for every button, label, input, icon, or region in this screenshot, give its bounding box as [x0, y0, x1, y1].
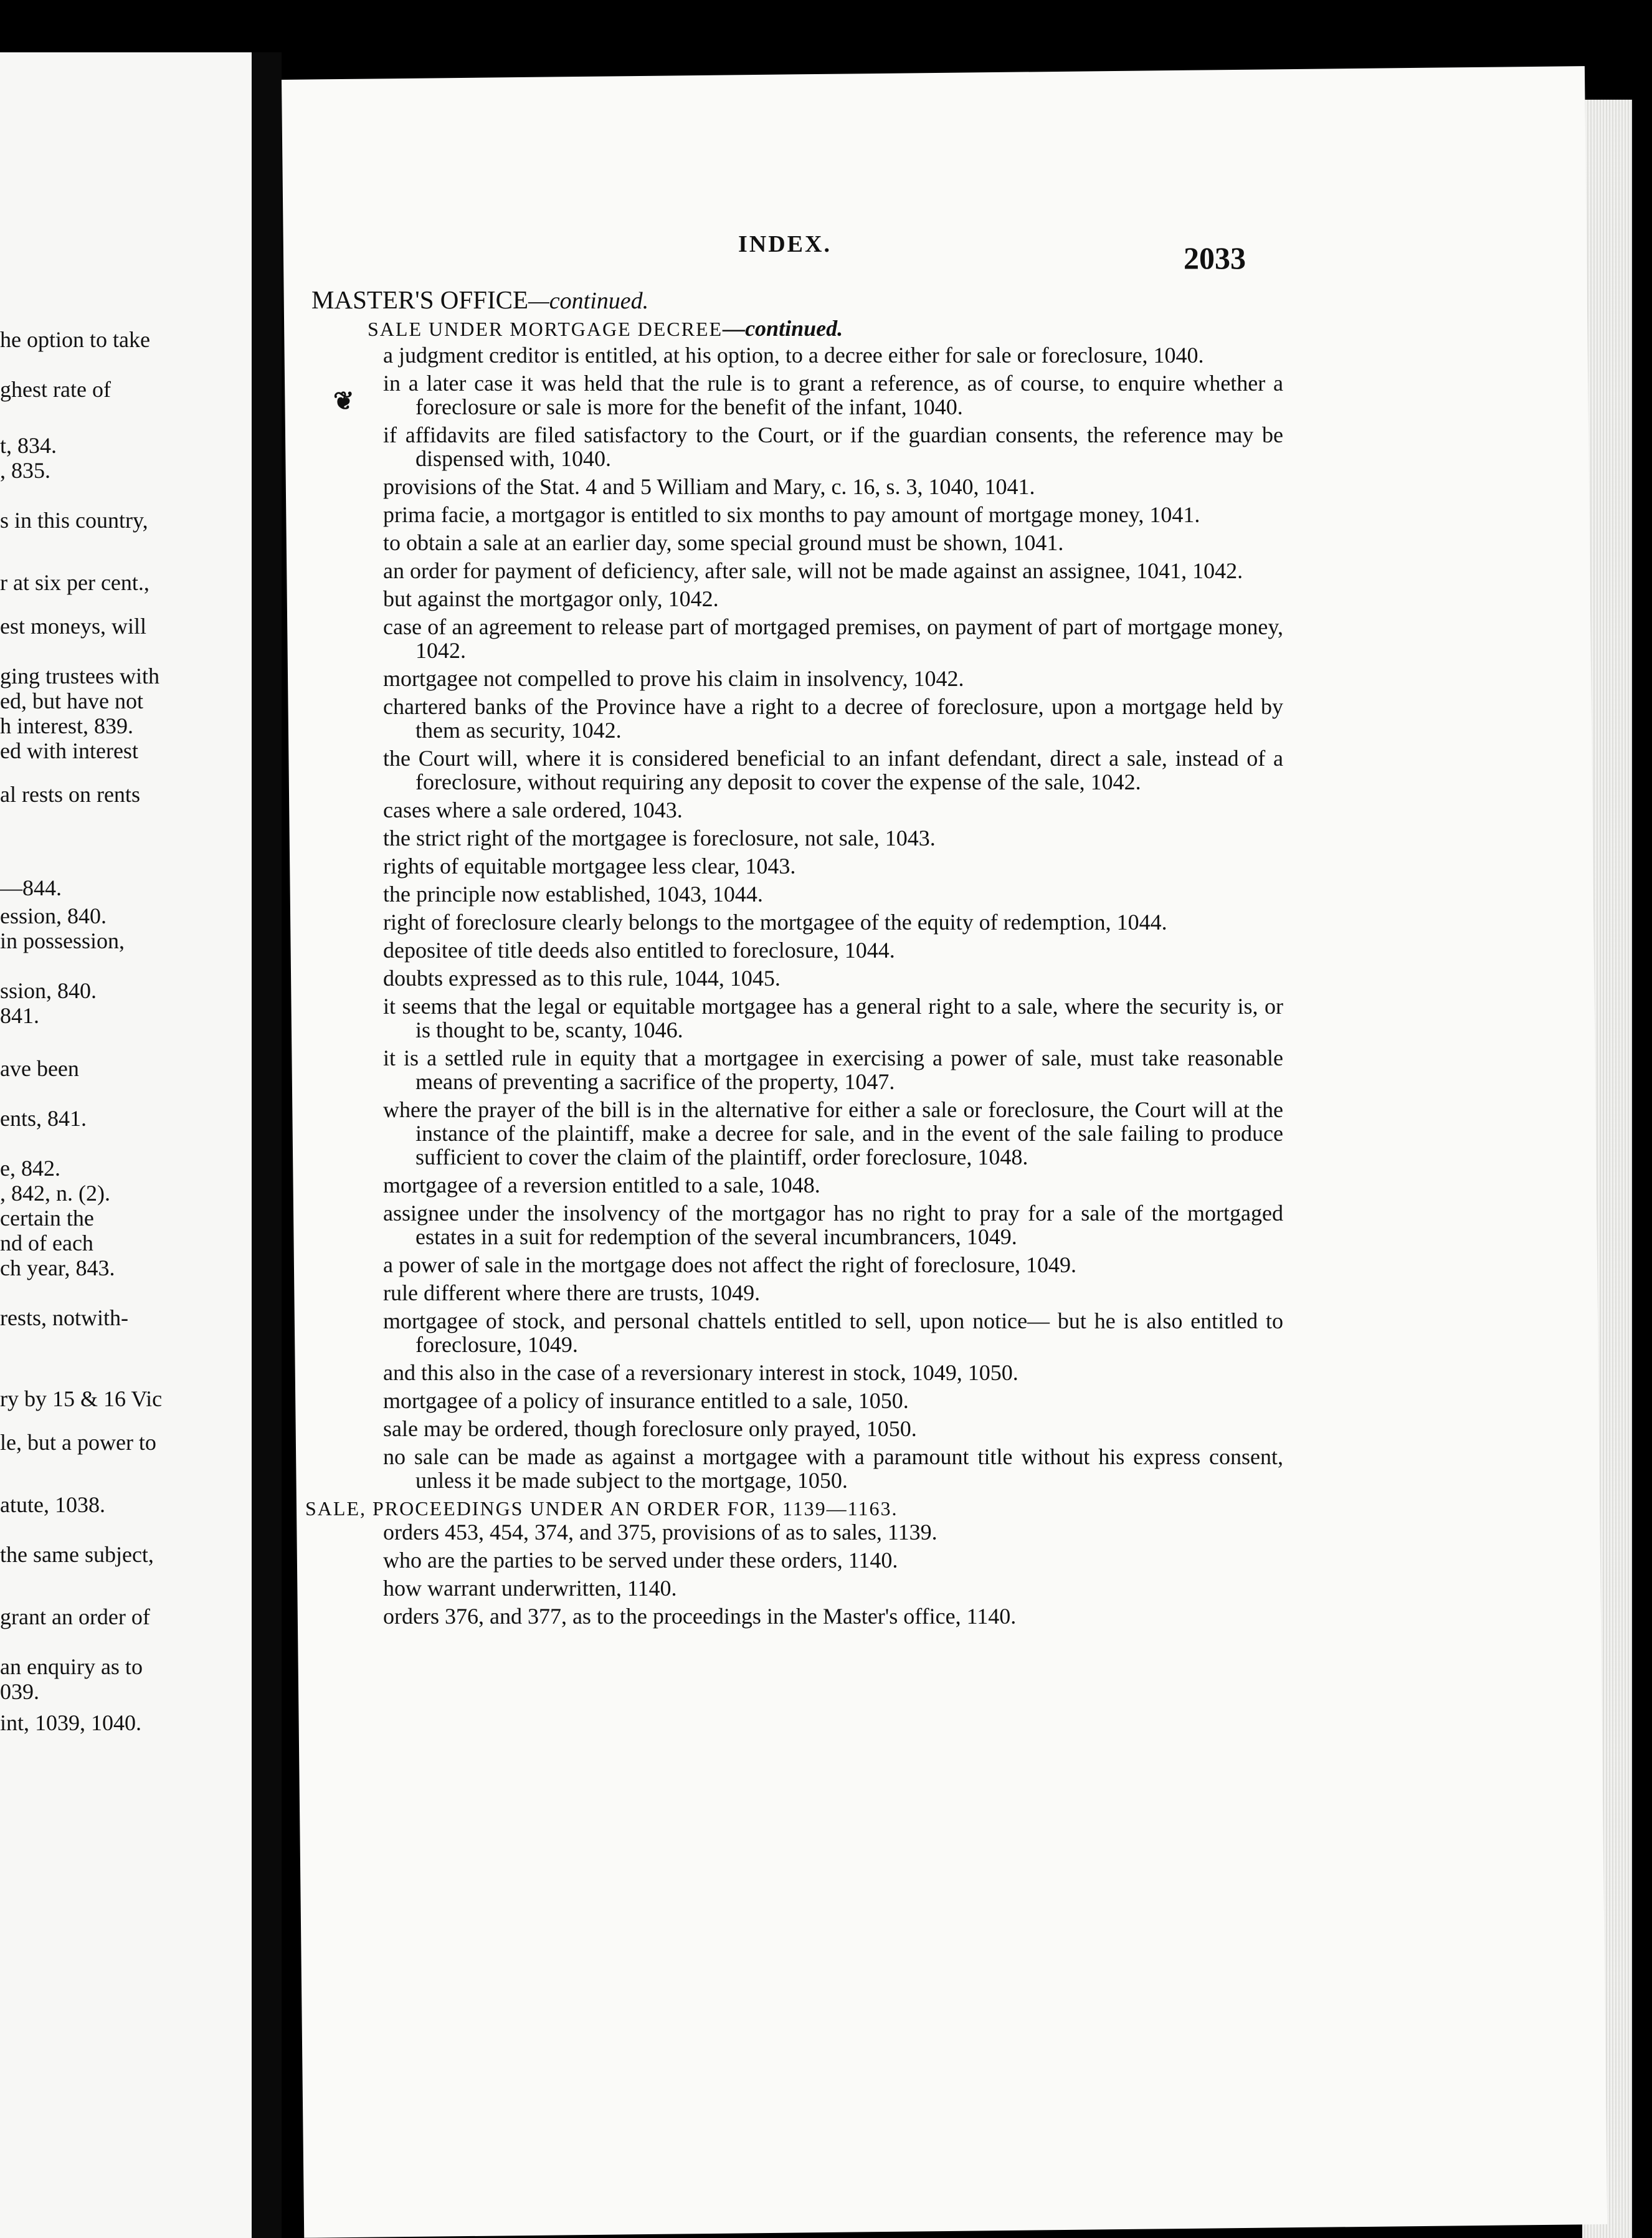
subsection-heading-2-title: SALE, PROCEEDINGS UNDER AN ORDER FOR, [305, 1497, 776, 1520]
subsection-heading-2 [305, 1497, 1283, 1520]
index-entry: mortgagee not compelled to prove his claim in insolvency, 1042. [383, 666, 964, 691]
index-entry: depositee of title deeds also entitled to foreclosure, 1044. [383, 938, 895, 963]
entry-list-2 [311, 1520, 1283, 1628]
subsection-heading-continued: —continued. [723, 316, 843, 341]
left-page-line: ession, 840. [0, 903, 107, 928]
left-page-line: ed with interest [0, 738, 138, 763]
index-entry: but against the mortgagor only, 1042. [383, 586, 719, 611]
left-page-line: int, 1039, 1040. [0, 1710, 142, 1735]
index-entry: the Court will, where it is considered beneficial to an infant defendant, direct a sale, instead of a foreclosure, without requiring any deposit to cover the expense of the sale, 1042. [383, 746, 1283, 794]
index-entry: mortgagee of a policy of insurance entitled to a sale, 1050. [383, 1388, 909, 1413]
left-page-line: in possession, [0, 928, 125, 953]
left-page-line: , 842, n. (2). [0, 1181, 110, 1206]
left-page-line: he option to take [0, 327, 150, 352]
index-entry: orders 376, and 377, as to the proceedings in the Master's office, 1140. [383, 1604, 1017, 1629]
index-entry: assignee under the insolvency of the mortgagor has no right to pray for a sale of the mortgaged estates in a suit for redemption of the several incumbrancers, 1049. [383, 1201, 1283, 1249]
left-page-line: ave been [0, 1056, 79, 1081]
index-entry: prima facie, a mortgagor is entitled to six months to pay amount of mortgage money, 1041. [383, 502, 1200, 527]
index-entry: mortgagee of a reversion entitled to a sale, 1048. [383, 1173, 820, 1198]
left-page-line: est moneys, will [0, 614, 146, 639]
index-entry: no sale can be made as against a mortgagee with a paramount title without his express consent, unless it be made subject to the mortgage, 1050. [383, 1444, 1283, 1493]
index-entry: mortgagee of stock, and personal chattels entitled to sell, upon notice— but he is also entitled to foreclosure, 1049. [383, 1308, 1283, 1357]
left-page-line: ry by 15 & 16 Vic [0, 1386, 163, 1411]
left-page-line: ging trustees with [0, 664, 159, 688]
left-page-line: ed, but have not [0, 688, 143, 713]
left-page-line: , 835. [0, 458, 50, 483]
index-entry: doubts expressed as to this rule, 1044, 1045. [383, 966, 781, 991]
left-page-line: an enquiry as to [0, 1654, 143, 1679]
left-page-line: nd of each [0, 1231, 93, 1255]
margin-mark: ❦ [333, 387, 354, 415]
index-entry: in a later case it was held that the rule is to grant a reference, as of course, to enquire whether a foreclosure or sale is more for the benefit of the infant, 1040. [383, 371, 1283, 419]
section-heading [311, 285, 1283, 314]
index-entry: a power of sale in the mortgage does not affect the right of foreclosure, 1049. [383, 1252, 1076, 1277]
subsection-heading [368, 317, 1283, 341]
left-page-line: s in this country, [0, 508, 148, 533]
left-page-line: h interest, 839. [0, 713, 133, 738]
section-heading-title: MASTER'S OFFICE [311, 285, 528, 314]
entry-list [311, 343, 1283, 1492]
left-page-line: —844. [0, 875, 62, 900]
left-page-line: certain the [0, 1206, 94, 1231]
book-gutter [252, 52, 282, 2238]
index-entry: where the prayer of the bill is in the alternative for either a sale or foreclosure, the Court will at the instance of the plaintiff, make a decree for sale, and in the event of the sale failing to produce sufficient to cover the claim of the plaintiff, order foreclosure, 1048. [383, 1097, 1283, 1169]
index-entry: who are the parties to be served under these orders, 1140. [383, 1548, 898, 1573]
left-page-line: 039. [0, 1679, 39, 1704]
index-entry: to obtain a sale at an earlier day, some special ground must be shown, 1041. [383, 530, 1064, 555]
left-page-line: ch year, 843. [0, 1255, 115, 1280]
left-page-line: ghest rate of [0, 377, 111, 402]
index-entry: an order for payment of deficiency, after sale, will not be made against an assignee, 1041, 1042. [383, 558, 1243, 583]
left-page [0, 52, 252, 2238]
index-entry: it is a settled rule in equity that a mortgagee in exercising a power of sale, must take reasonable means of preventing a sacrifice of the property, 1047. [383, 1045, 1283, 1094]
left-page-line: atute, 1038. [0, 1492, 105, 1517]
left-page-line: rests, notwith- [0, 1305, 128, 1330]
index-entry: a judgment creditor is entitled, at his option, to a decree either for sale or foreclosure, 1040. [383, 343, 1204, 368]
left-page-line: le, but a power to [0, 1430, 156, 1455]
index-entry: cases where a sale ordered, 1043. [383, 798, 683, 822]
left-page-line: t, 834. [0, 433, 57, 458]
index-entry: case of an agreement to release part of mortgaged premises, on payment of part of mortgage money, 1042. [383, 614, 1283, 663]
left-page-line: grant an order of [0, 1604, 150, 1629]
left-page-line: 841. [0, 1003, 39, 1028]
left-page-line: the same subject, [0, 1542, 154, 1567]
page-number: 2033 [1184, 240, 1246, 275]
index-entry: rights of equitable mortgagee less clear, 1043. [383, 854, 796, 879]
running-header: INDEX. [738, 231, 832, 257]
index-entry: rule different where there are trusts, 1049. [383, 1280, 761, 1305]
index-entry: sale may be ordered, though foreclosure only prayed, 1050. [383, 1416, 917, 1441]
section-heading-continued: —continued. [528, 288, 649, 314]
index-entry: and this also in the case of a reversionary interest in stock, 1049, 1050. [383, 1360, 1018, 1385]
index-entry: the principle now established, 1043, 1044. [383, 882, 763, 907]
index-entry: if affidavits are filed satisfactory to the Court, or if the guardian consents, the reference may be dispensed with, 1040. [383, 422, 1283, 471]
index-entry: provisions of the Stat. 4 and 5 William and Mary, c. 16, s. 3, 1040, 1041. [383, 474, 1035, 499]
index-entry: right of foreclosure clearly belongs to the mortgagee of the equity of redemption, 1044. [383, 910, 1167, 935]
index-entry: it seems that the legal or equitable mortgagee has a general right to a sale, where the security is, or is thought to be, scanty, 1046. [383, 994, 1283, 1042]
index-entry: chartered banks of the Province have a right to a decree of foreclosure, upon a mortgage held by them as security, 1042. [383, 694, 1283, 743]
subsection-heading-2-pages: 1139—1163. [782, 1497, 898, 1520]
index-entry: the strict right of the mortgagee is foreclosure, not sale, 1043. [383, 826, 936, 850]
left-page-line: e, 842. [0, 1156, 60, 1181]
left-page-line: al rests on rents [0, 782, 140, 807]
index-entry: orders 453, 454, 374, and 375, provisions of as to sales, 1139. [383, 1520, 938, 1545]
index-entry: how warrant underwritten, 1140. [383, 1576, 677, 1601]
left-page-line: ents, 841. [0, 1106, 87, 1131]
left-page-line: r at six per cent., [0, 570, 150, 595]
left-page-line: ssion, 840. [0, 978, 97, 1003]
subsection-heading-title: SALE UNDER MORTGAGE DECREE [368, 318, 723, 340]
index-body [305, 285, 1283, 1632]
